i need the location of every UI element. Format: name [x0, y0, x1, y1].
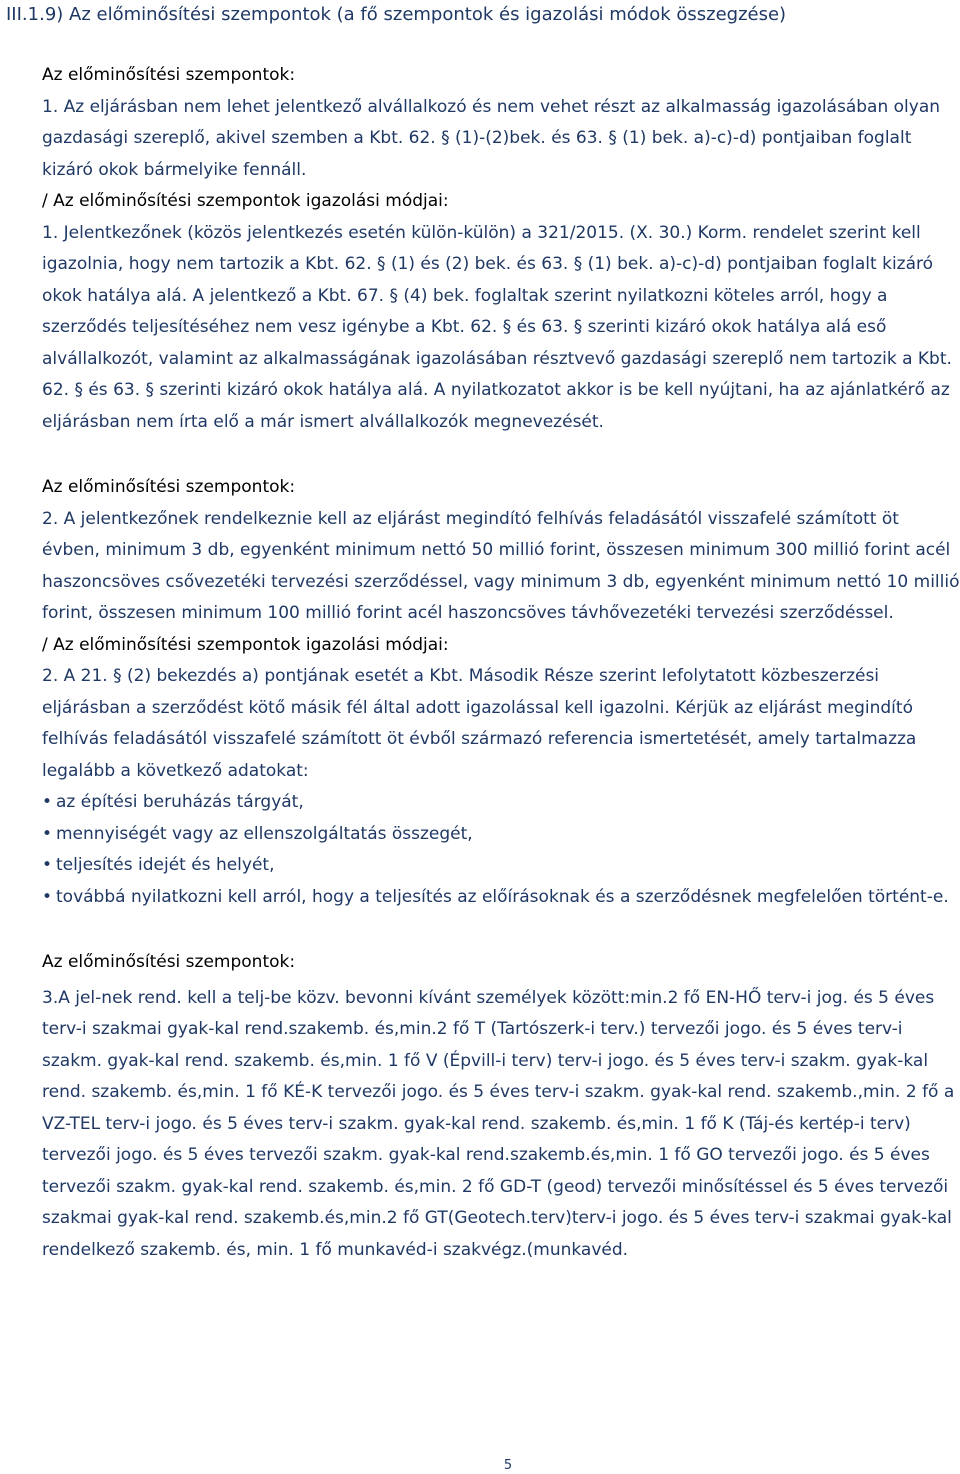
section-2-bullet-list: [42, 787, 960, 913]
section-1-criteria-text: 1. Az eljárásban nem lehet jelentkező alvállalkozó és nem vehet részt az alkalmasság igazolásában olyan gazdasági szereplő, akivel szemben a Kbt. 62. § (1)-(2)bek. és 63. § (1) bek. a)-c)-d) pontjaiban foglalt kizáró okok bármelyike fennáll.: [42, 96, 941, 180]
section-3-criteria-text: 3.A jel-nek rend. kell a telj-be közv. bevonni kívánt személyek között:min.2 fő EN-HŐ terv-i jog. és 5 éves terv-i szakmai gyak-kal rend.szakemb. és,min.2 fő T (Tartószerk-i terv.) tervezői jogo. és 5 éves terv-i szakm. gyak-kal rend. szakemb. és,min. 1 fő V (Épvill-i terv) terv-i jogo. és 5 éves terv-i szakm. gyak-kal rend. szakemb. és,min. 1 fő KÉ-K tervezői jogo. és 5 éves terv-i szakm. gyak-kal rend. szakemb.,min. 2 fő a VZ-TEL terv-i jogo. és 5 éves terv-i szakm. gyak-kal rend. szakemb. és,min. 1 fő K (Táj-és kertép-i terv) tervezői jogo. és 5 éves tervezői szakm. gyak-kal rend.szakemb.és,min. 1 fő GO tervezői jogo. és 5 éves tervezői szakm. gyak-kal rend. szakemb. és,min. 2 fő GD-T (geod) tervezői minősítéssel és 5 éves tervezői szakmai gyak-kal rend. szakemb.és,min.2 fő GT(Geotech.terv)terv-i jogo. és 5 éves terv-i szakmai gyak-kal rendelkező szakemb. és, min. 1 fő munkavéd-i szakvégz.(munkavéd.: [42, 987, 955, 1260]
list-item: • teljesítés idejét és helyét,: [42, 850, 960, 882]
section-1-method-heading: / Az előminősítési szempontok igazolási módjai:: [42, 191, 449, 211]
list-item: • mennyiségét vagy az ellenszolgáltatás összegét,: [42, 819, 960, 851]
section-2-criteria-text: 2. A jelentkezőnek rendelkeznie kell az eljárást megindító felhívás feladásától visszafelé számított öt évben, minimum 3 db, egyenként minimum nettó 50 millió forint, összesen minimum 300 millió forint acél haszoncsöves csővezetéki tervezési szerződéssel, vagy minimum 3 db, egyenként minimum nettó 10 millió forint, összesen minimum 100 millió forint acél haszoncsöves távhővezetéki tervezési szerződéssel.: [42, 508, 960, 623]
section-spacer: [42, 438, 960, 472]
document-body: [42, 60, 960, 1266]
section-2-heading: Az előminősítési szempontok:: [42, 477, 296, 497]
page-title: III.1.9) Az előminősítési szempontok (a fő szempontok és igazolási módok összegzése): [6, 4, 787, 25]
section-3-heading: Az előminősítési szempontok:: [42, 952, 296, 972]
list-item: • továbbá nyilatkozni kell arról, hogy a teljesítés az előírásoknak és a szerződésnek megfelelően történt-e.: [42, 882, 960, 914]
section-2-method-text: 2. A 21. § (2) bekezdés a) pontjának esetét a Kbt. Második Része szerint lefolytatott közbeszerzési eljárásban a szerződést kötő másik fél által adott igazolással kell igazolni. Kérjük az eljárást megindító felhívás feladásától visszafelé számított öt évből származó referencia ismertetését, amely tartalmazza legalább a következő adatokat:: [42, 666, 917, 781]
page-number: 5: [503, 1458, 513, 1473]
section-2-method-heading: / Az előminősítési szempontok igazolási módjai:: [42, 634, 449, 655]
section-1-method-text: 1. Jelentkezőnek (közös jelentkezés esetén külön-külön) a 321/2015. (X. 30.) Korm. rendelet szerint kell igazolnia, hogy nem tartozik a Kbt. 62. § (1) és (2) bek. és 63. § (1) bek. a)-c)-d) pontjaiban foglalt kizáró okok hatálya alá. A jelentkező a Kbt. 67. § (4) bek. foglaltak szerint nyilatkozni köteles arról, hogy a szerződés teljesítéséhez nem vesz igénybe a Kbt. 62. § és 63. § szerinti kizáró okok hatálya alá eső alvállalkozót, valamint az alkalmasságának igazolásában résztvevő gazdasági szereplő nem tartozik a Kbt. 62. § és 63. § szerinti kizáró okok hatálya alá. A nyilatkozatot akkor is be kell nyújtani, ha az ajánlatkérő az eljárásban nem írta elő a már ismert alvállalkozók megnevezését.: [42, 222, 952, 432]
section-1-heading: Az előminősítési szempontok:: [42, 65, 296, 85]
list-item: • az építési beruházás tárgyát,: [42, 787, 960, 819]
section-spacer: [42, 913, 960, 947]
